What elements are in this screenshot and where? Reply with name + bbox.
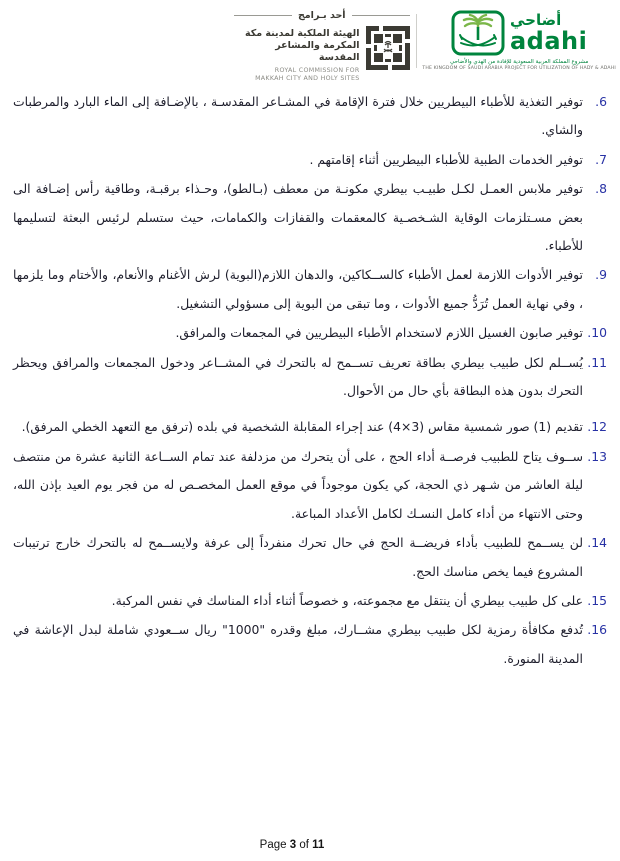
list-text: توفير الخدمات الطبية للأطباء البيطريين أثناء إقامتهم . — [309, 151, 583, 167]
list-item-12 — [13, 413, 607, 441]
royal-commission-logo — [234, 6, 410, 82]
list-text: تقديم (1) صور شمسية مقاس (3×4) عند إجراء المقابلة الشخصية في بلده (ترفق مع التعهد الخطي المرفق). — [21, 419, 583, 435]
royal-commission-name-ar-line1: الهيئة الملكية لمدينة مكة — [244, 28, 360, 39]
list-text: توفير التغذية للأطباء البيطريين خلال فترة الإقامة في المشـاعر المقدسـة ، بالإضـافة إلى الماء البارد والمرطبات والشاي. — [13, 94, 583, 138]
list-text: توفير ملابس العمـل لكـل طبيـب بيطري مكونـة من معطف (بـالطو)، وحـذاء برقبـة، وطاقية رأس إضـافة الى بعض مسـتلزمات الوقاية الشـخصـية كالمعقمات والقفازات والكمامات، حيث ستسلم لرئيس البعثة لتسليمها للأطباء. — [13, 181, 583, 254]
page-number-current: 3 — [289, 839, 297, 851]
royal-commission-text — [234, 26, 360, 83]
list-item-6 — [13, 88, 607, 145]
list-item-10 — [13, 319, 607, 347]
list-text: ســوف يتاح للطبيب فرصــة أداء الحج ، على أن يتحرك من مزدلفة عند تمام الســاعة الثانية عشرة من منتصف ليلة العاشر من شـهر ذي الحجة، كي يكون موجوداً في موقع العمل المخصـص له من فجر يوم العيد بإذن الله، وحتى الانتهاء من أداء كامل النسـك لكامل الأعداد المباعة. — [13, 448, 583, 521]
list-text: يُســلم لكل طبيب بيطري بطاقة تعريف تســمح له بالتحرك في المشــاعر ودخول المجمعات والمرافق ويحظر التحرك بدون هذه البطاقة بأي حال من الأحوال. — [13, 354, 583, 399]
list-item-8 — [13, 175, 607, 260]
adahi-wordmark-latin: adahi — [509, 27, 588, 55]
document-body — [13, 88, 607, 674]
program-label-row — [234, 10, 410, 21]
royal-commission-name-en-line1: ROYAL COMMISSION FOR — [274, 67, 360, 74]
list-text: لن يســمح للطبيب بأداء فريضــة الحج في حال تحرك منفرداً إلى عرفة ولايســمح له بالتحرك خارج ترتيبات المشروع فيما يخص مناسك الحج. — [13, 535, 583, 579]
list-text: توفير الأدوات اللازمة لعمل الأطباء كالســكاكين، والدهان اللازم(البوية) لرش الأغنام والأنعام، والأختام وما يلزمها ، وفي نهاية العمل تُرَدُّ جميع الأدوات ، وما تبقى من البوية إلى مسؤولي التشغيل. — [13, 267, 583, 311]
adahi-logo-main — [451, 10, 587, 56]
royal-commission-emblem-icon — [366, 26, 410, 70]
list-number: 6. — [595, 94, 607, 109]
list-text: على كل طبيب بيطري أن ينتقل مع مجموعته، و خصوصاً أثناء أداء المناسك في نفس المركبة. — [111, 592, 583, 608]
page-label-separator: of — [299, 839, 309, 851]
royal-commission-name-en — [255, 67, 359, 83]
list-number: 15. — [587, 592, 607, 608]
list-item-9 — [13, 261, 607, 318]
list-number: 11. — [587, 354, 607, 370]
page-number-total: 11 — [312, 839, 325, 851]
list-number: 14. — [587, 535, 607, 551]
document-header — [234, 6, 616, 82]
list-text: تُدفع مكافأة رمزية لكل طبيب بيطري مشــارك، مبلغ وقدره "1000" ريال ســعودي شاملة لبدل الإعاشة في المدينة المنورة. — [13, 622, 584, 666]
decorative-line-left — [352, 15, 410, 16]
adahi-logo — [422, 6, 616, 78]
adahi-tagline-arabic: مشروع المملكة العربية السعودية للإفادة من الهدي والأضاحي — [450, 59, 589, 65]
list-item-15 — [13, 587, 607, 615]
royal-commission-body — [234, 26, 410, 83]
page-label-prefix: Page — [259, 839, 287, 851]
header-divider — [416, 14, 417, 68]
adahi-wordmark-arabic: أضاحي — [509, 11, 562, 29]
list-number: 16. — [587, 622, 607, 638]
program-label: أحد بـرامج — [297, 10, 346, 21]
list-number: 13. — [587, 448, 607, 464]
royal-commission-name-ar-line2: المكرمة والمشاعر المقدسة — [275, 40, 360, 63]
page-footer — [0, 839, 584, 851]
list-text: توفير صابون الغسيل اللازم لاستخدام الأطباء البيطريين في المجمعات والمرافق. — [175, 325, 583, 341]
list-number: 10. — [587, 325, 607, 341]
palm-swords-emblem-icon — [451, 10, 505, 56]
list-number: 8. — [595, 181, 607, 197]
adahi-tagline-english: THE KINGDOM OF SAUDI ARABIA PROJECT FOR UTILIZATION OF HADY & ADAHI — [422, 66, 616, 71]
royal-commission-name-en-line2: MAKKAH CITY AND HOLY SITES — [255, 75, 360, 82]
adahi-wordmark — [510, 13, 587, 53]
list-item-16 — [13, 616, 607, 673]
list-item-11 — [13, 349, 607, 406]
decorative-line-right — [234, 15, 292, 16]
list-item-13 — [13, 443, 607, 528]
list-item-7 — [13, 146, 607, 174]
list-number: 9. — [595, 267, 607, 283]
list-number: 12. — [587, 419, 607, 435]
list-number: 7. — [595, 151, 607, 167]
list-item-14 — [13, 529, 607, 586]
